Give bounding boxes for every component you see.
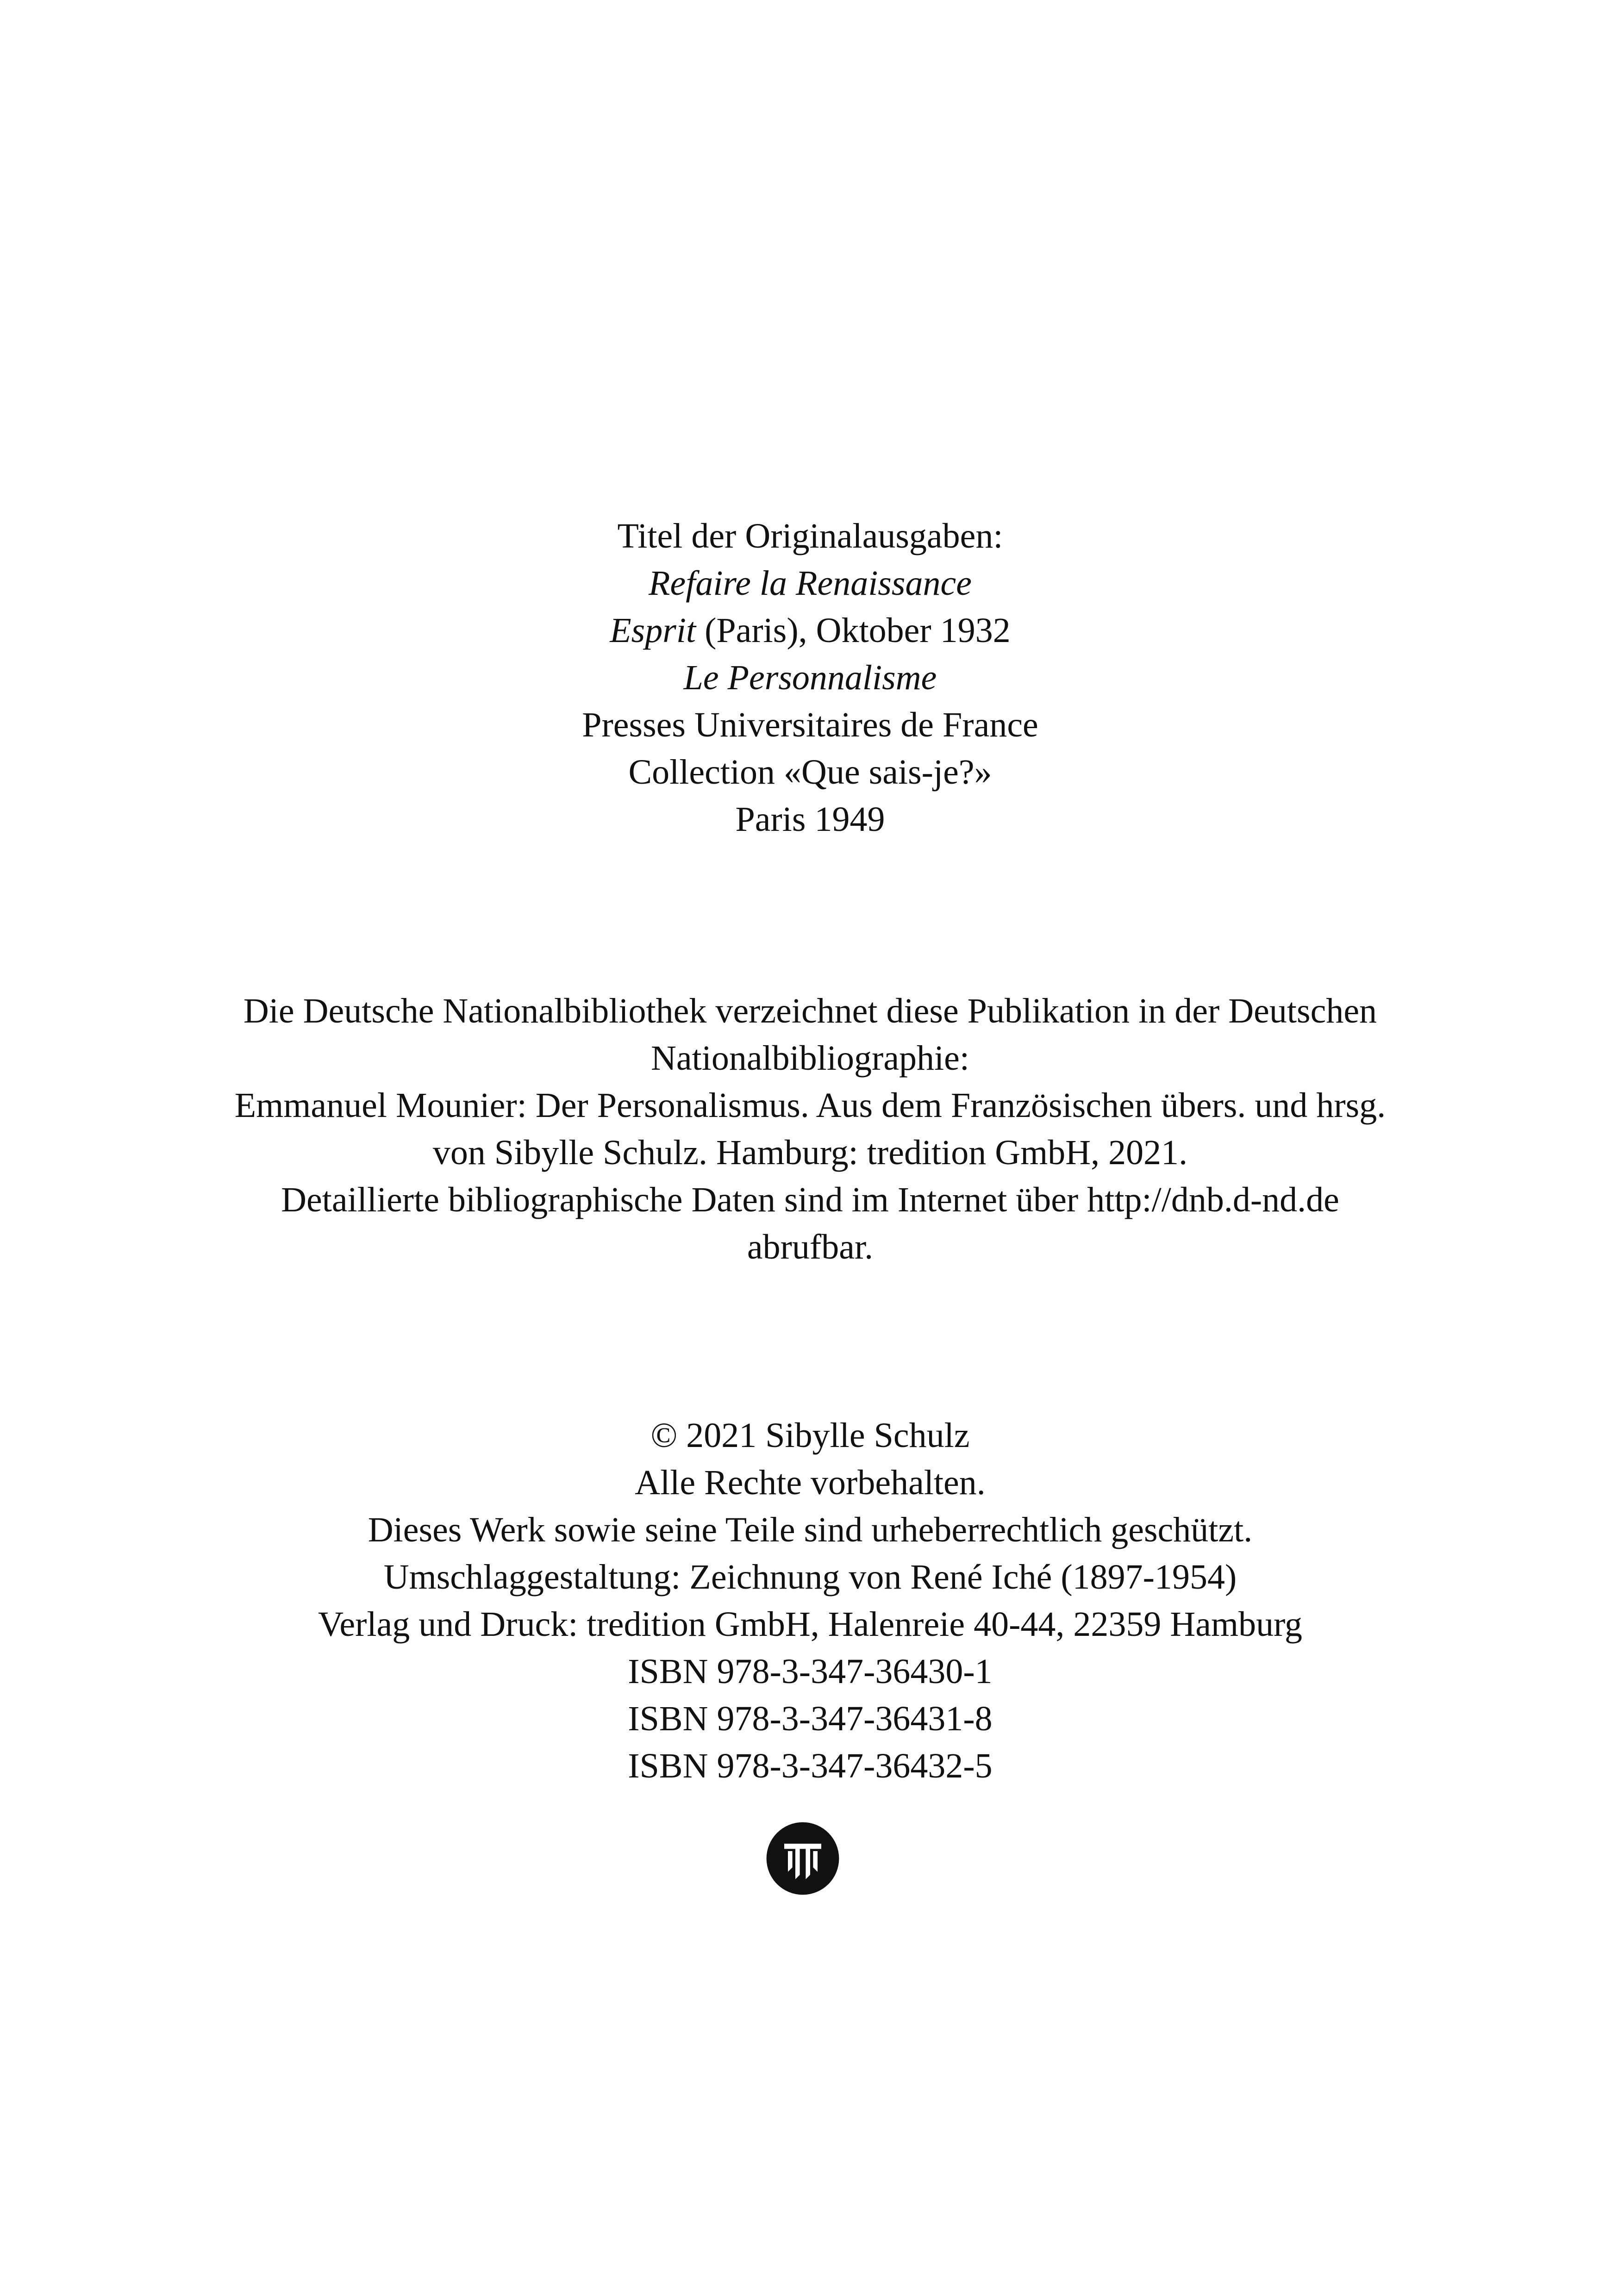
copyright-notice: © 2021 Sibylle Schulz [650, 1416, 970, 1455]
rights-reserved: Alle Rechte vorbehalten. [635, 1463, 986, 1502]
dnb-line-1: Die Deutsche Nationalbibliothek verzeichnet diese Publikation in der Deutschen [243, 992, 1377, 1030]
copyright-section [116, 1412, 1505, 1790]
isbn-2: ISBN 978-3-347-36431-8 [628, 1699, 993, 1738]
dnb-notice-section [116, 987, 1505, 1271]
cover-credit: Umschlaggestaltung: Zeichnung von René Iché (1897-1954) [383, 1558, 1237, 1597]
publisher-address: Verlag und Druck: tredition GmbH, Halenreie 40-44, 22359 Hamburg [318, 1605, 1303, 1644]
isbn-3: ISBN 978-3-347-36432-5 [628, 1746, 993, 1785]
journal-details: (Paris), Oktober 1932 [696, 611, 1011, 650]
original-publisher: Presses Universitaires de France [582, 705, 1038, 744]
original-title-refaire: Refaire la Renaissance [649, 564, 972, 603]
dnb-line-2: Nationalbibliographie: [650, 1039, 970, 1078]
original-place-year: Paris 1949 [735, 800, 885, 839]
copyright-protection: Dieses Werk sowie seine Teile sind urheberrechtlich geschützt. [368, 1510, 1253, 1549]
tredition-logo-icon [766, 1821, 840, 1896]
dnb-line-6: abrufbar. [747, 1228, 874, 1266]
dnb-line-4: von Sibylle Schulz. Hamburg: tredition GmbH, 2021. [432, 1133, 1188, 1172]
journal-name: Esprit [610, 611, 696, 650]
original-editions-section [116, 512, 1505, 843]
isbn-1: ISBN 978-3-347-36430-1 [628, 1652, 993, 1691]
journal-line [116, 607, 1505, 654]
original-collection: Collection «Que sais-je?» [628, 753, 992, 792]
dnb-line-3: Emmanuel Mounier: Der Personalismus. Aus dem Französischen übers. und hrsg. [234, 1086, 1386, 1125]
original-title-personnalisme: Le Personnalisme [683, 658, 937, 697]
dnb-line-5: Detaillierte bibliographische Daten sind im Internet über http://dnb.d-nd.de [281, 1180, 1339, 1219]
original-editions-heading: Titel der Originalausgaben: [617, 517, 1003, 555]
